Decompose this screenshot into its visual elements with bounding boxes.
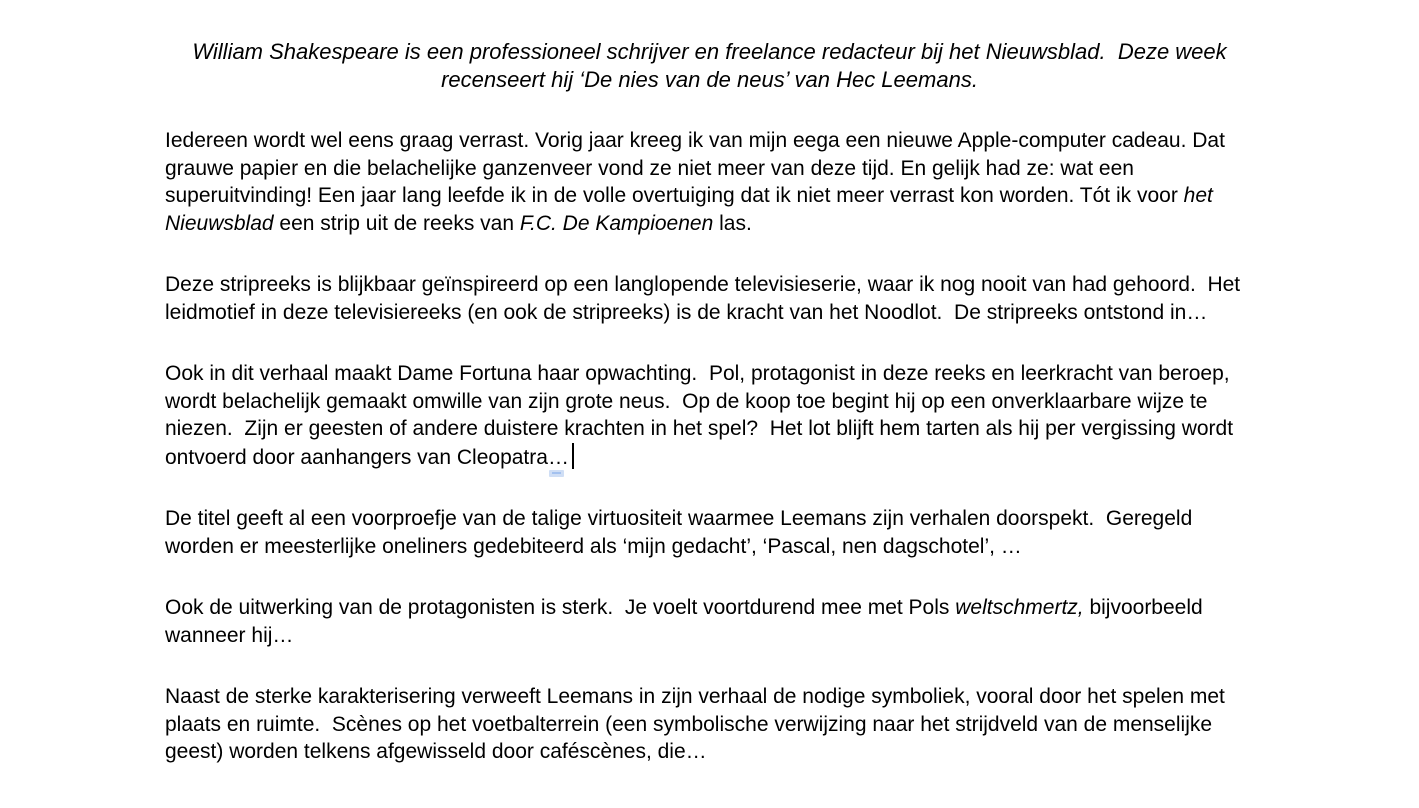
text-run: Deze stripreeks is blijkbaar geïnspireerd op een langlopende televisieserie, waar ik nog nooit van had gehoord. Het leidmotief in deze televisiereeks (en ook de stripreeks) is de kracht van het Noodlot. De stripreeks ontstond in… <box>165 273 1246 324</box>
autocorrect-mark[interactable]: … <box>547 445 569 469</box>
text-run: een strip uit de reeks van <box>273 211 520 235</box>
text-cursor <box>572 443 574 469</box>
text-run: Naast de sterke karakterisering verweeft Leemans in zijn verhaal de nodige symboliek, vooral door het spelen met plaats en ruimte. Scènes op het voetbalterrein (een symbolische verwijzing naar het strijdveld van de menselijke geest) worden telkens afgewisseld door caféscènes, die… <box>165 685 1231 763</box>
paragraph-2[interactable] <box>165 271 1254 326</box>
text-run: weltschmertz, <box>955 596 1084 619</box>
text-run: bijvoorbeeld wanneer hij… <box>165 596 1209 647</box>
text-run: William Shakespeare is een professioneel schrijver en freelance redacteur bij het Nieuwsblad. Deze week recenseert hij ‘De nies van de neus’ van Hec Leemans. <box>192 39 1233 92</box>
text-run: las. <box>713 211 752 235</box>
text-run: Ook de uitwerking van de protagonisten is sterk. Je voelt voortdurend mee met Pols <box>165 596 956 619</box>
paragraph-5[interactable] <box>165 594 1254 649</box>
paragraph-3[interactable] <box>165 360 1254 471</box>
text-run: Ook in dit verhaal maakt Dame Fortuna haar opwachting. Pol, protagonist in deze reeks en leerkracht van beroep, wordt belachelijk gemaakt omwille van zijn grote neus. Op de koop toe begint hij op een onverklaarbare wijze te niezen. Zijn er geesten of andere duistere krachten in het spel? Het lot blijft hem tarten als hij per vergissing wordt ontvoerd door aanhangers van Cleopatra <box>165 362 1239 469</box>
paragraph-6[interactable] <box>165 683 1254 766</box>
intro-byline[interactable] <box>165 38 1254 93</box>
text-run: het Nieuwsblad <box>165 184 1219 235</box>
paragraph-1[interactable] <box>165 127 1254 237</box>
paragraph-4[interactable] <box>165 505 1254 560</box>
text-run: F.C. De Kampioenen <box>519 211 714 235</box>
text-run: Iedereen wordt wel eens graag verrast. Vorig jaar kreeg ik van mijn eega een nieuwe Apple-computer cadeau. Dat grauwe papier en die belachelijke ganzenveer vond ze niet meer van deze tijd. En gelijk had ze: wat een superuitvinding! Een jaar lang leefde ik in de volle overtuiging dat ik niet meer verrast kon worden. Tót ik voor <box>165 129 1231 207</box>
text-run: De titel geeft al een voorproefje van de talige virtuositeit waarmee Leemans zijn verhalen doorspekt. Geregeld worden er meesterlijke oneliners gedebiteerd als ‘mijn gedacht’, ‘Pascal, nen dagschotel’, … <box>165 507 1199 558</box>
